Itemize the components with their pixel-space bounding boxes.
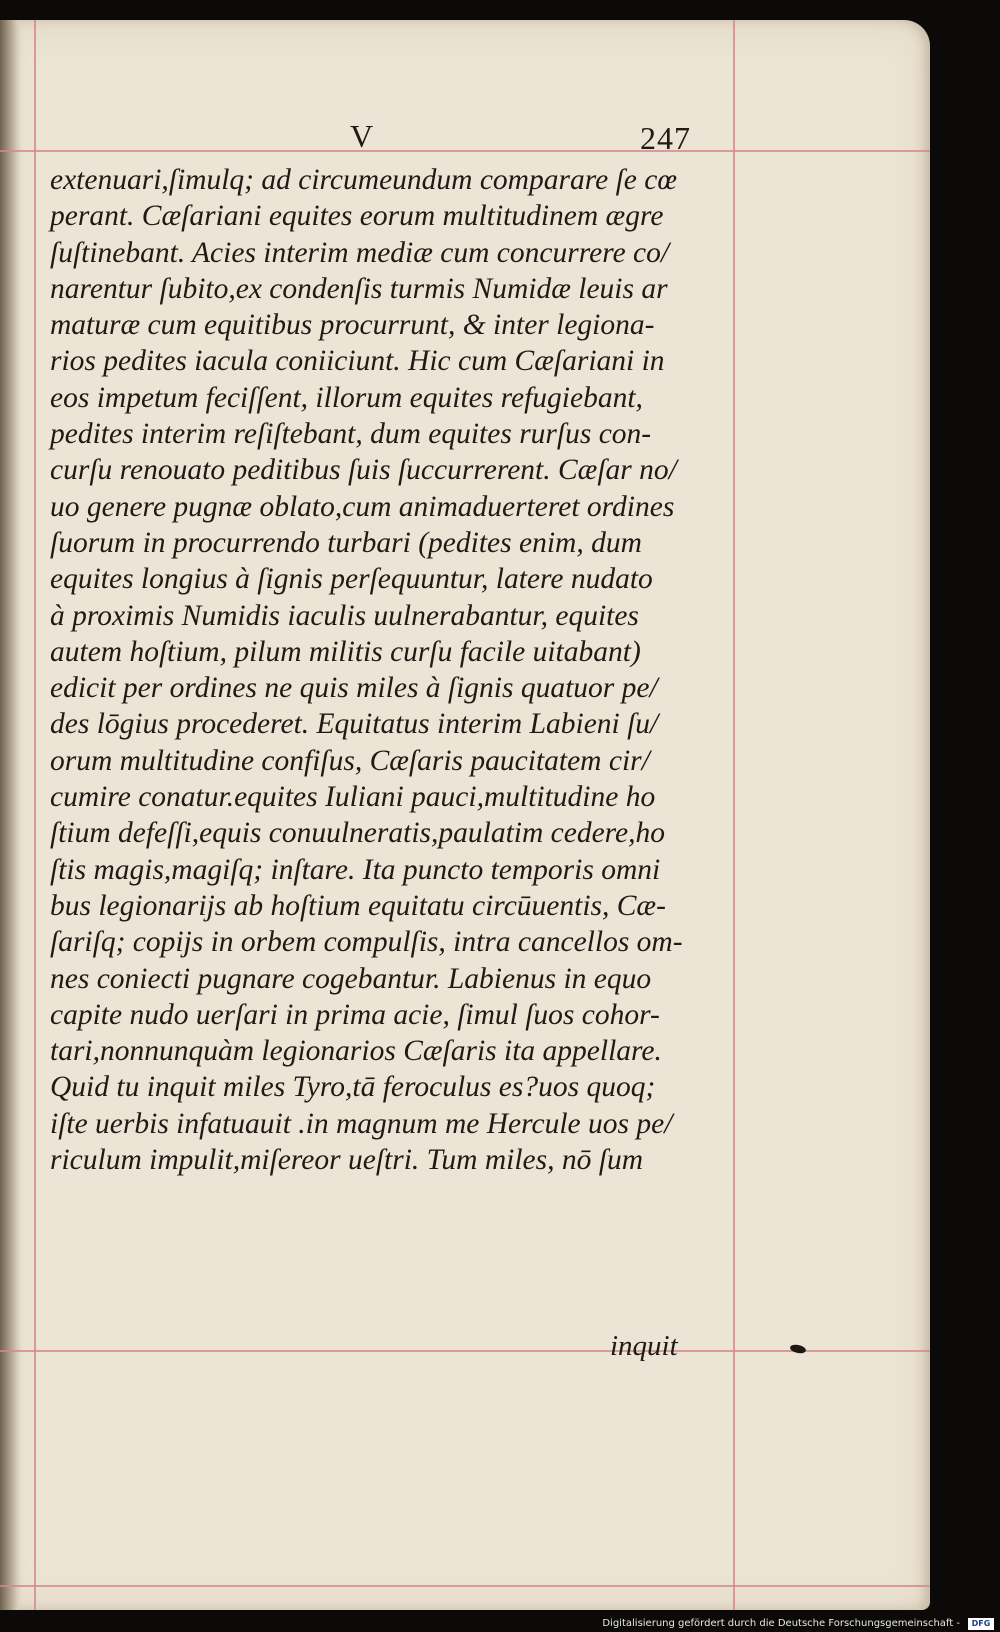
text-line: nes coniecti pugnare cogebantur. Labienus in equo — [50, 962, 652, 995]
text-line: autem hoſtium, pilum militis curſu facile uitabant) — [50, 635, 641, 668]
text-line: uo genere pugnæ oblato,cum animaduerteret ordines — [50, 490, 675, 523]
text-line: ſariſq; copijs in orbem compulſis, intra cancellos om- — [50, 926, 683, 959]
body-text — [50, 162, 740, 1178]
text-line: cumire conatur.equites Iuliani pauci,multitudine ho — [50, 781, 656, 814]
text-line: equites longius à ſignis perſequuntur, latere nudato — [50, 563, 653, 596]
text-line: Quid tu inquit miles Tyro,tā feroculus es?uos quoq; — [50, 1071, 656, 1104]
text-line: orum multitudine confiſus, Cæſaris paucitatem cir/ — [50, 744, 650, 777]
text-line: riculum impulit,miſereor ueſtri. Tum miles, nō ſum — [50, 1144, 643, 1177]
dfg-logo: DFG — [968, 1618, 994, 1630]
text-line: narentur ſubito,ex condenſis turmis Numidæ leuis ar — [50, 272, 668, 305]
page-number: 247 — [640, 120, 691, 156]
book-page — [0, 20, 930, 1610]
text-line: eos impetum feciſſent, illorum equites refugiebant, — [50, 381, 643, 414]
margin-rule-top — [0, 150, 930, 152]
text-line: des lōgius procederet. Equitatus interim Labieni ſu/ — [50, 708, 659, 741]
text-line: maturæ cum equitibus procurrunt, & inter legiona- — [50, 309, 655, 342]
text-line: capite nudo uerſari in prima acie, ſimul ſuos cohor- — [50, 998, 660, 1031]
text-line: pedites interim reſiſtebant, dum equites rurſus con- — [50, 418, 652, 451]
catchword: inquit — [610, 1330, 678, 1362]
ink-blot-mark — [789, 1343, 806, 1354]
text-line: bus legionarijs ab hoſtium equitatu circūuentis, Cæ- — [50, 889, 666, 922]
text-line: tari,nonnunquàm legionarios Cæſaris ita appellare. — [50, 1035, 662, 1068]
text-line: iſte uerbis infatuauit .in magnum me Hercule uos pe/ — [50, 1107, 673, 1140]
text-line: curſu renouato peditibus ſuis ſuccurrerent. Cæſar no/ — [50, 454, 677, 487]
page-gutter-shadow — [0, 20, 22, 1610]
text-line: rios pedites iacula coniiciunt. Hic cum Cæſariani in — [50, 345, 665, 378]
margin-rule-left — [34, 20, 36, 1610]
text-line: ſuſtinebant. Acies interim mediæ cum concurrere co/ — [50, 236, 670, 269]
signature-mark: V — [350, 118, 374, 154]
margin-rule-foot — [0, 1585, 930, 1587]
text-line: edicit per ordines ne quis miles à ſignis quatuor pe/ — [50, 672, 658, 705]
text-line: ſtis magis,magiſq; inſtare. Ita puncto temporis omni — [50, 853, 661, 886]
text-line: à proximis Numidis iaculis uulnerabantur, equites — [50, 599, 639, 632]
text-line: ſtium defeſſi,equis conuulneratis,paulatim cedere,ho — [50, 817, 666, 850]
text-line: extenuari,ſimulq; ad circumeundum comparare ſe cœ — [50, 164, 678, 196]
digitization-credit: Digitalisierung gefördert durch die Deutsche Forschungsgemeinschaft - — [602, 1618, 960, 1629]
text-line: ſuorum in procurrendo turbari (pedites enim, dum — [50, 526, 642, 559]
text-line: perant. Cæſariani equites eorum multitudinem ægre — [50, 200, 664, 233]
